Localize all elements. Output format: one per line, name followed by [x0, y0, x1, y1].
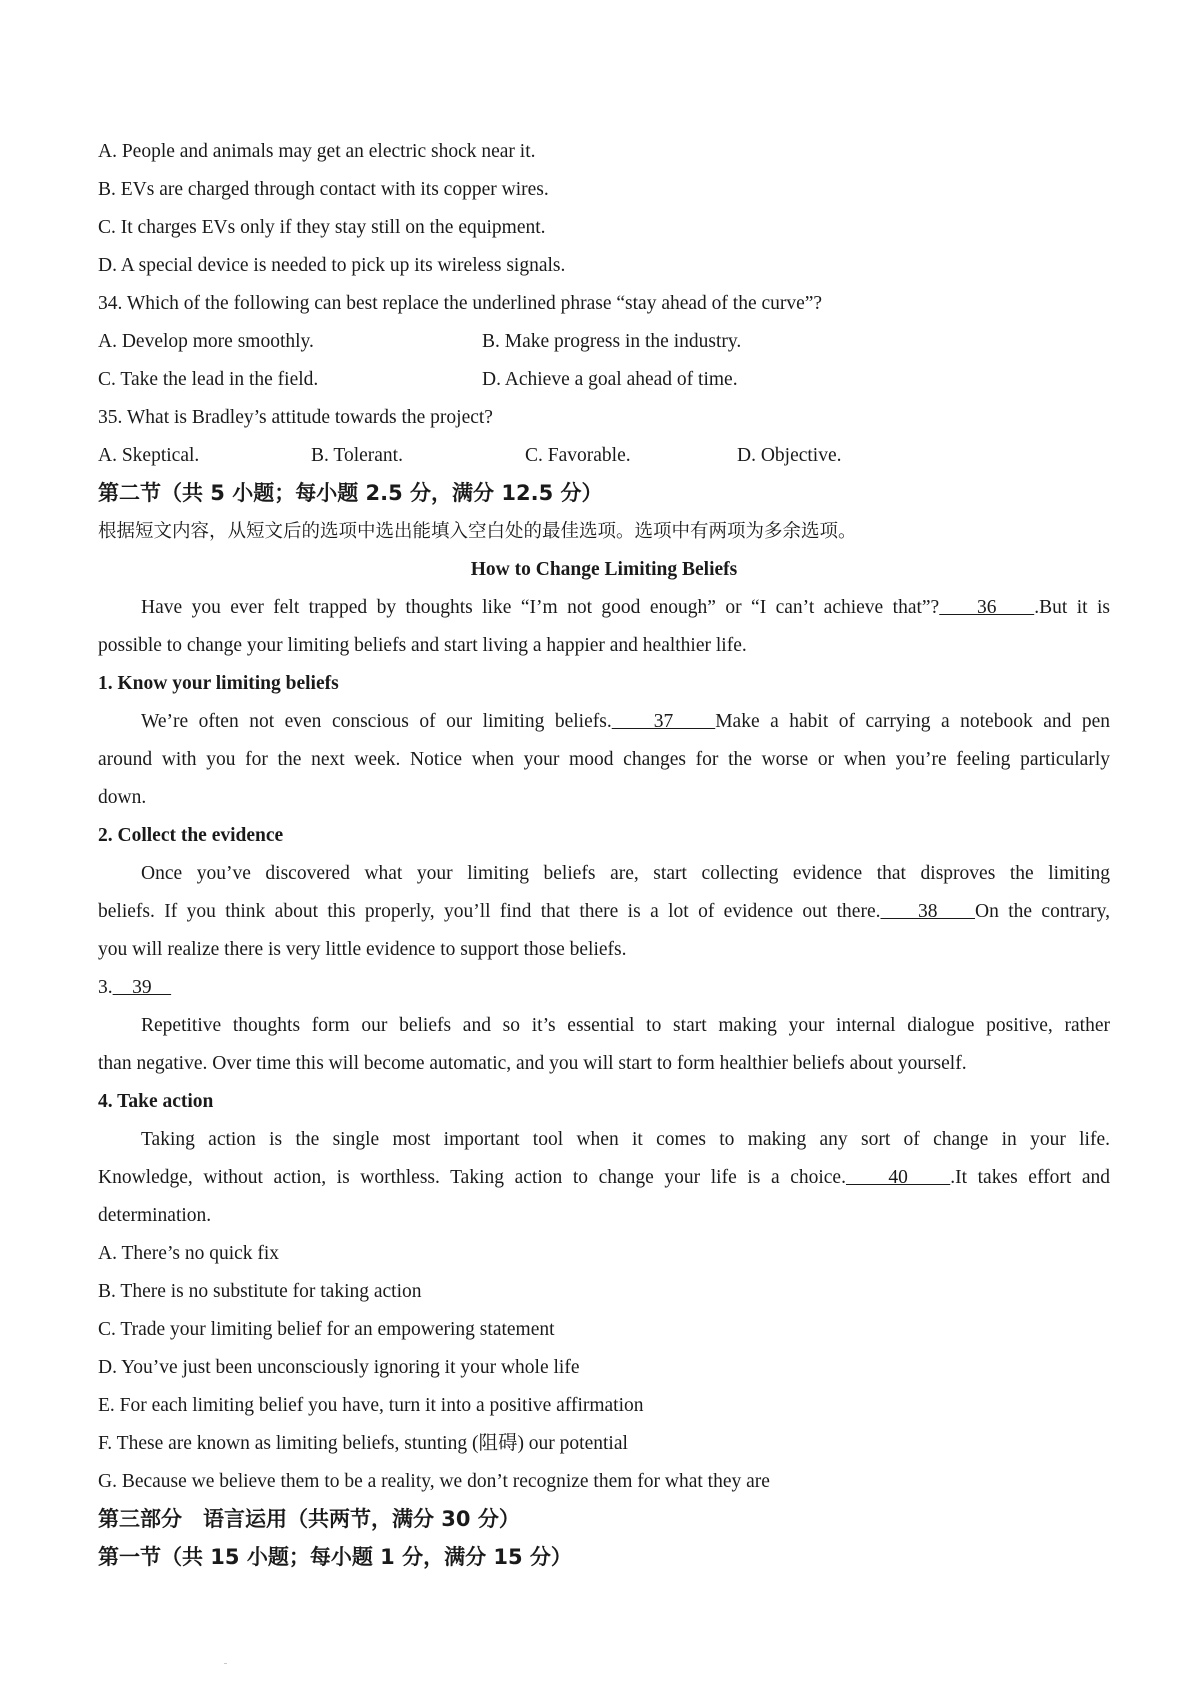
- q34-option-c: C. Take the lead in the field.: [98, 369, 319, 390]
- subheading-collect-evidence: 2. Collect the evidence: [98, 825, 284, 846]
- choice-d: D. You’ve just been unconsciously ignoring it your whole life: [98, 1357, 580, 1378]
- choice-c: C. Trade your limiting belief for an empowering statement: [98, 1319, 555, 1340]
- passage-line: possible to change your limiting beliefs and start living a happier and healthier life.: [98, 635, 747, 656]
- q33-option-b: B. EVs are charged through contact with its copper wires.: [98, 179, 549, 200]
- part3-section1-title: 第一节（共 15 小题；每小题 1 分，满分 15 分）: [98, 1545, 572, 1569]
- q35-option-a: A. Skeptical.: [98, 445, 200, 466]
- part3-title: 第三部分 语言运用（共两节，满分 30 分）: [98, 1507, 520, 1531]
- passage-line: than negative. Over time this will become automatic, and you will start to form healthier beliefs about yourself.: [98, 1053, 967, 1074]
- q35-option-c: C. Favorable.: [525, 445, 631, 466]
- subheading-know-beliefs: 1. Know your limiting beliefs: [98, 673, 339, 694]
- section2-instruction: 根据短文内容，从短文后的选项中选出能填入空白处的最佳选项。选项中有两项为多余选项。: [98, 521, 857, 542]
- q33-option-d: D. A special device is needed to pick up its wireless signals.: [98, 255, 566, 276]
- passage-line: Taking action is the single most important tool when it comes to making any sort of change in your life.: [141, 1129, 1110, 1150]
- q34-stem: 34. Which of the following can best replace the underlined phrase “stay ahead of the curve”?: [98, 293, 823, 314]
- q34-option-d: D. Achieve a goal ahead of time.: [482, 369, 738, 390]
- choice-f: F. These are known as limiting beliefs, stunting (阻碍) our potential: [98, 1433, 628, 1454]
- subheading-blank-39: 3. 39: [98, 977, 172, 998]
- page-speck: [224, 1663, 227, 1664]
- q33-option-c: C. It charges EVs only if they stay still on the equipment.: [98, 217, 546, 238]
- answer-blank-40[interactable]: 40: [845, 1167, 951, 1188]
- passage-line: Repetitive thoughts form our beliefs and so it’s essential to start making your internal dialogue positive, rather: [141, 1015, 1110, 1036]
- q35-stem: 35. What is Bradley’s attitude towards the project?: [98, 407, 493, 428]
- answer-blank-38[interactable]: 38: [880, 901, 976, 922]
- choice-a: A. There’s no quick fix: [98, 1243, 280, 1264]
- q34-option-b: B. Make progress in the industry.: [482, 331, 742, 352]
- passage-line: Knowledge, without action, is worthless. Taking action to change your life is a choice. 40 .It takes effort and: [98, 1167, 1111, 1188]
- passage-line: around with you for the next week. Notice when your mood changes for the worse or when you’re feeling particularly: [98, 749, 1110, 770]
- passage-title: How to Change Limiting Beliefs: [470, 559, 738, 580]
- answer-blank-36[interactable]: 36: [939, 597, 1035, 618]
- subheading-take-action: 4. Take action: [98, 1091, 214, 1112]
- passage-line: you will realize there is very little evidence to support those beliefs.: [98, 939, 627, 960]
- passage-line: Once you’ve discovered what your limiting beliefs are, start collecting evidence that disproves the limiting: [141, 863, 1110, 884]
- passage-line: Have you ever felt trapped by thoughts like “I’m not good enough” or “I can’t achieve that”? 36 .But it is: [141, 597, 1110, 618]
- passage-line: We’re often not even conscious of our limiting beliefs. 37 Make a habit of carrying a notebook and pen: [141, 711, 1111, 732]
- passage-line: beliefs. If you think about this properly, you’ll find that there is a lot of evidence out there. 38 On the contrary,: [98, 901, 1110, 922]
- q33-option-a: A. People and animals may get an electric shock near it.: [98, 141, 536, 162]
- section2-title: 第二节（共 5 小题；每小题 2.5 分，满分 12.5 分）: [98, 481, 603, 505]
- choice-e: E. For each limiting belief you have, turn it into a positive affirmation: [98, 1395, 644, 1416]
- q35-option-d: D. Objective.: [737, 445, 842, 466]
- answer-blank-37[interactable]: 37: [611, 711, 716, 732]
- choice-g: G. Because we believe them to be a reality, we don’t recognize them for what they are: [98, 1471, 770, 1492]
- choice-b: B. There is no substitute for taking action: [98, 1281, 422, 1302]
- passage-line: determination.: [98, 1205, 212, 1226]
- q35-option-b: B. Tolerant.: [311, 445, 403, 466]
- q34-option-a: A. Develop more smoothly.: [98, 331, 314, 352]
- passage-line: down.: [98, 787, 147, 808]
- answer-blank-39[interactable]: 39: [112, 977, 172, 998]
